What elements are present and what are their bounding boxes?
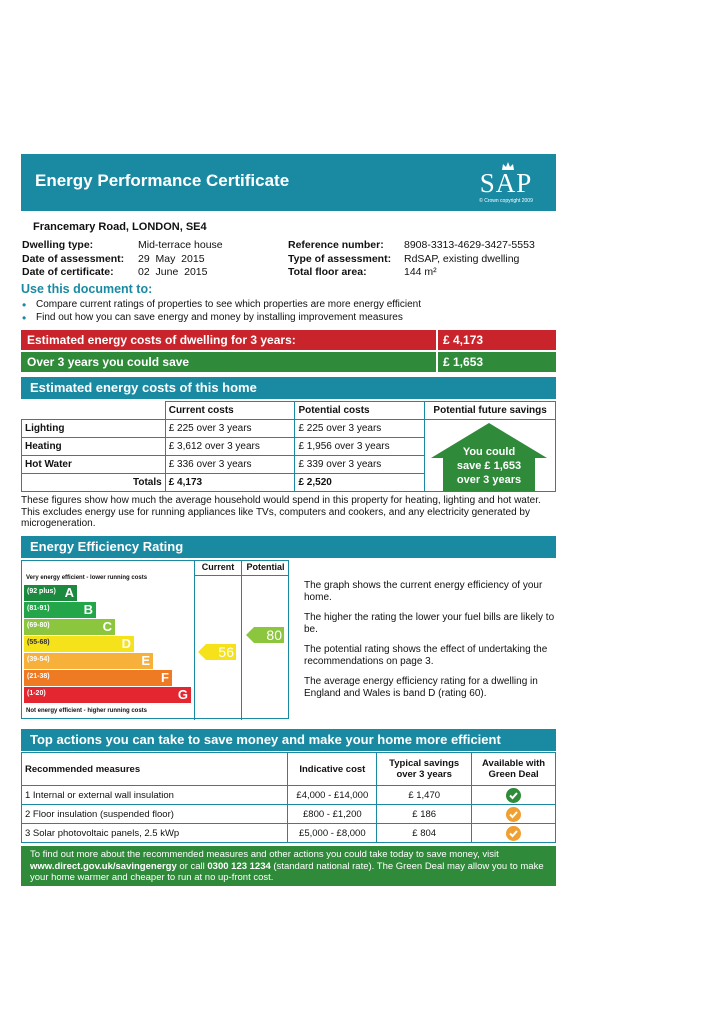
current-rating-arrow (198, 644, 238, 660)
row-label: Lighting (22, 420, 166, 438)
row-label: Hot Water (22, 456, 166, 474)
eer-band-g (24, 687, 191, 703)
eer-band-range: (21-38) (27, 673, 50, 680)
table-header: Potential costs (295, 402, 425, 420)
eer-band-letter: B (83, 602, 93, 617)
potential-cost: £ 339 over 3 years (295, 456, 425, 474)
eer-section-title: Energy Efficiency Rating (21, 536, 556, 558)
typical-saving: £ 186 (377, 805, 472, 824)
totals-label: Totals (22, 474, 166, 492)
floor-area-value: 144 m² (404, 266, 437, 278)
eer-band-range: (92 plus) (27, 588, 56, 595)
table-header: Current costs (165, 402, 295, 420)
check-icon (506, 788, 521, 803)
eer-band-range: (55-68) (27, 639, 50, 646)
eer-band-range: (81-91) (27, 605, 50, 612)
typical-saving: £ 1,470 (377, 786, 472, 805)
property-address: Francemary Road, LONDON, SE4 (33, 221, 207, 233)
certificate-date-label: Date of certificate: (22, 266, 114, 278)
list-item: • Find out how you can save energy and money by installing improvement measures (22, 312, 421, 325)
current-rating-value: 56 (218, 644, 234, 660)
indicative-cost: £800 - £1,200 (288, 805, 377, 824)
indicative-cost: £4,000 - £14,000 (288, 786, 377, 805)
eer-band-range: (1-20) (27, 690, 46, 697)
current-cost: £ 3,612 over 3 years (165, 438, 295, 456)
table-header (22, 402, 166, 420)
eer-band-b (24, 602, 96, 618)
green-deal-cell (472, 786, 556, 805)
table-header-row (22, 753, 556, 786)
estimated-cost-value: £ 4,173 (438, 330, 556, 350)
eer-chart (21, 560, 289, 719)
eer-band-f (24, 670, 172, 686)
savings-line-1: You could (462, 446, 516, 458)
savings-line-3: over 3 years (456, 474, 522, 486)
eer-top-label: Very energy efficient - lower running costs (26, 575, 148, 581)
eer-band-letter: A (64, 585, 74, 600)
costs-section-title: Estimated energy costs of this home (21, 377, 556, 399)
assessment-date-value: 29 May 2015 (138, 252, 205, 265)
eer-note: The higher the rating the lower your fuel bills are likely to be. (304, 612, 555, 635)
footer-text: or call (176, 860, 208, 872)
green-deal-cell (472, 805, 556, 824)
sap-logo-text: SAP (479, 168, 533, 198)
divider (194, 575, 289, 576)
current-column-header: Current (201, 562, 235, 572)
footer-info (21, 846, 556, 886)
indicative-cost: £5,000 - £8,000 (288, 824, 377, 843)
measure: 3 Solar photovoltaic panels, 2.5 kWp (22, 824, 288, 843)
eer-band-letter: F (161, 670, 169, 685)
details-left (22, 239, 282, 281)
savings-value: £ 1,653 (438, 352, 556, 372)
page-title: Energy Performance Certificate (35, 171, 290, 190)
certificate-date-value: 02 June 2015 (138, 266, 208, 278)
estimated-cost-bar (21, 330, 556, 350)
savings-bar (21, 352, 556, 372)
eer-note: The potential rating shows the effect of undertaking the recommendations on page 3. (304, 644, 548, 667)
footer-phone: 0300 123 1234 (207, 860, 271, 872)
list-item: • Compare current ratings of properties to see which properties are more energy efficient (22, 299, 421, 312)
table-row (22, 824, 556, 843)
current-cost: £ 225 over 3 years (165, 420, 295, 438)
table-header: Available with Green Deal (472, 753, 556, 786)
table-header: Typical savings over 3 years (377, 753, 472, 786)
potential-cost: £ 225 over 3 years (295, 420, 425, 438)
potential-rating-arrow (246, 627, 286, 643)
reference-label: Reference number: (288, 239, 384, 251)
table-header: Potential future savings (425, 402, 556, 420)
totals-potential: £ 2,520 (295, 474, 425, 492)
use-document-list (22, 299, 421, 324)
table-header-row (22, 402, 556, 420)
table-row (22, 805, 556, 824)
measure: 2 Floor insulation (suspended floor) (22, 805, 288, 824)
actions-table (21, 752, 556, 843)
footer-text: (standard national rate). The Green Deal may allow you to make your home warmer and cheaper to run at no up-front cost. (30, 860, 544, 883)
floor-area-label: Total floor area: (288, 266, 367, 278)
green-deal-cell (472, 824, 556, 843)
current-cost: £ 336 over 3 years (165, 456, 295, 474)
measure: 1 Internal or external wall insulation (22, 786, 288, 805)
footer-text: To find out more about the recommended measures and other actions you could take today to save money, visit (30, 849, 499, 860)
eer-band-letter: E (141, 653, 150, 668)
eer-band-letter: C (102, 619, 112, 634)
assessment-date-label: Date of assessment: (22, 252, 125, 265)
assessment-type-label: Type of assessment: (288, 252, 392, 265)
eer-note: The average energy efficiency rating for a dwelling in England and Wales is band D (rating 60). (304, 676, 538, 699)
eer-band-range: (39-54) (27, 656, 50, 663)
eer-note: The graph shows the current energy efficiency of your home. (304, 580, 543, 603)
assessment-type-value: RdSAP, existing dwelling (404, 252, 520, 265)
table-row (22, 786, 556, 805)
eer-band-d (24, 636, 134, 652)
header-banner (21, 154, 556, 211)
potential-rating-value: 80 (266, 627, 282, 643)
totals-current: £ 4,173 (165, 474, 295, 492)
eer-bottom-label: Not energy efficient - higher running costs (26, 708, 148, 714)
reference-value: 8908-3313-4629-3427-5553 (404, 239, 535, 251)
typical-saving: £ 804 (377, 824, 472, 843)
savings-callout (431, 445, 547, 487)
eer-band-e (24, 653, 153, 669)
sap-logo (470, 160, 542, 206)
dwelling-type-label: Dwelling type: (22, 239, 94, 251)
eer-band-c (24, 619, 115, 635)
actions-section-title: Top actions you can take to save money and make your home more efficient (21, 729, 556, 751)
use-document-title: Use this document to: (21, 282, 153, 296)
check-icon (506, 826, 521, 841)
potential-cost: £ 1,956 over 3 years (295, 438, 425, 456)
eer-band-range: (69-80) (27, 622, 50, 629)
savings-label: Over 3 years you could save (21, 352, 436, 372)
copyright-text: © Crown copyright 2009 (479, 198, 533, 204)
footer-link[interactable]: www.direct.gov.uk/savingenergy (30, 860, 177, 872)
row-label: Heating (22, 438, 166, 456)
savings-line-2: save £ 1,653 (456, 460, 522, 472)
divider (194, 561, 195, 720)
eer-band-letter: G (177, 687, 188, 702)
eer-notes (304, 580, 556, 708)
potential-column-header: Potential (246, 562, 285, 572)
divider (241, 561, 242, 720)
dwelling-type-value: Mid-terrace house (138, 239, 223, 251)
table-header: Recommended measures (22, 753, 288, 786)
table-header: Indicative cost (288, 753, 377, 786)
eer-band-letter: D (121, 636, 131, 651)
eer-band-a (24, 585, 77, 601)
details-right (288, 239, 556, 281)
costs-note: These figures show how much the average household would spend in this property for heating, lighting and hot water. This excludes energy use for running appliances like TVs, computers and cookers, and any electricity generated by microgeneration. (21, 495, 541, 529)
check-icon (506, 807, 521, 822)
estimated-cost-label: Estimated energy costs of dwelling for 3 years: (21, 330, 436, 350)
